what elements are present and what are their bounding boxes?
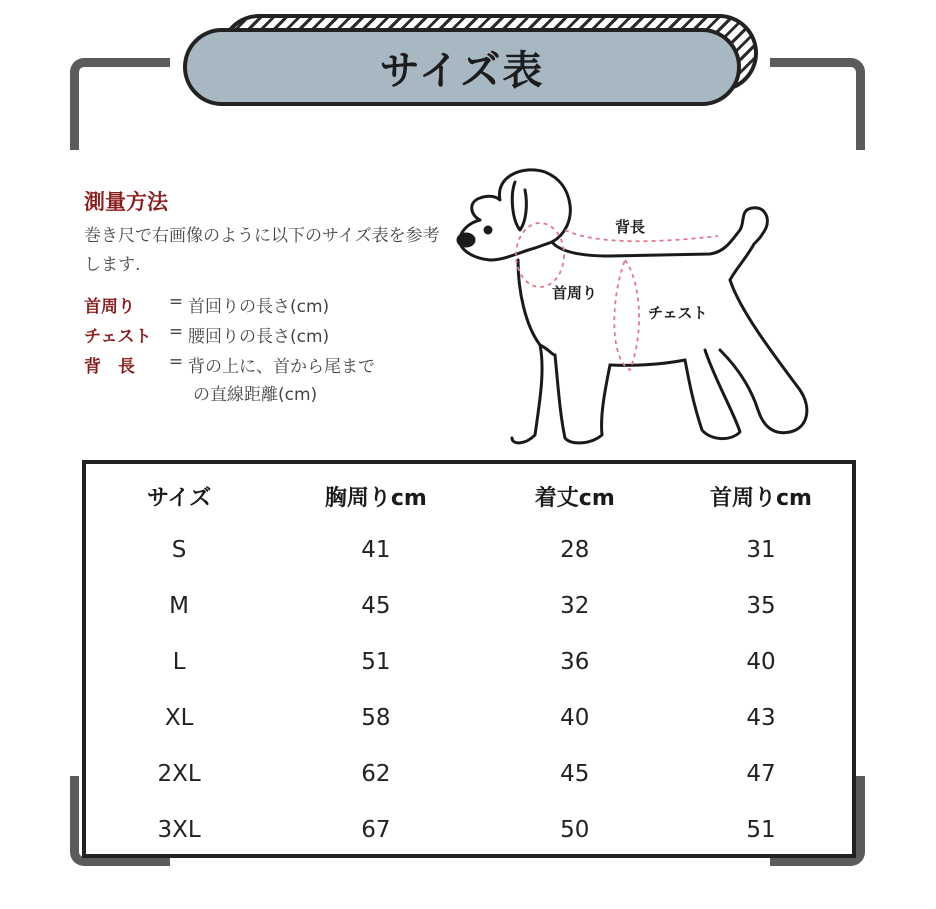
cell-neck: 31	[746, 537, 776, 563]
frame-corner-top-left	[70, 58, 170, 150]
definition-equals: =	[168, 322, 184, 342]
cell-size: L	[172, 649, 186, 675]
cell-length: 40	[560, 705, 590, 731]
cell-size: 2XL	[157, 761, 201, 787]
table-row	[86, 746, 852, 802]
dog-ear-outline	[512, 182, 526, 230]
cell-neck: 51	[746, 817, 776, 843]
dog-illustration	[440, 160, 840, 460]
table-row	[86, 578, 852, 634]
dog-rear-leg-outline	[720, 280, 807, 433]
cell-neck: 35	[746, 593, 776, 619]
cell-length: 28	[560, 537, 590, 563]
title-banner	[183, 28, 741, 106]
illustration-label-chest: チェスト	[648, 304, 708, 322]
definition-term: 背 長	[84, 357, 135, 377]
definition-continuation: の直線距離(cm)	[193, 385, 318, 405]
cell-size: M	[169, 593, 190, 619]
dog-front-leg-outline	[555, 355, 610, 443]
table-row	[86, 634, 852, 690]
illustration-label-neck: 首周り	[552, 284, 598, 302]
definition-value: 首回りの長さ(cm)	[188, 297, 330, 317]
cell-length: 32	[560, 593, 590, 619]
table-row	[86, 690, 852, 746]
measure-neck-loop	[516, 223, 564, 287]
definition-equals: =	[168, 292, 184, 312]
definition-value: 背の上に、首から尾まで	[188, 357, 375, 377]
method-description: 巻き尺で右画像のように以下のサイズ表を参考します.	[84, 226, 440, 275]
dog-belly-outline	[610, 360, 685, 365]
page-title: サイズ表	[379, 47, 545, 94]
cell-neck: 43	[746, 705, 776, 731]
frame-corner-top-right	[770, 58, 865, 150]
dog-eye	[485, 227, 491, 233]
cell-chest: 51	[361, 649, 391, 675]
method-heading: 測量方法	[84, 190, 168, 214]
cell-chest: 41	[361, 537, 391, 563]
cell-chest: 45	[361, 593, 391, 619]
definition-equals: =	[168, 352, 184, 372]
definition-chest	[84, 322, 329, 347]
cell-chest: 58	[361, 705, 391, 731]
header-length: 着丈cm	[534, 485, 615, 511]
cell-length: 50	[560, 817, 590, 843]
header-neck: 首周りcm	[710, 485, 812, 511]
dog-body-top-outline	[552, 208, 767, 280]
cell-length: 45	[560, 761, 590, 787]
cell-size: 3XL	[157, 817, 201, 843]
header-size: サイズ	[146, 485, 212, 511]
table-header-row	[86, 470, 852, 522]
illustration-label-back: 背長	[615, 218, 646, 236]
dog-nose	[458, 234, 474, 246]
table-row	[86, 522, 852, 578]
definition-back-length	[84, 352, 375, 377]
header-chest: 胸周りcm	[324, 485, 427, 511]
size-table	[86, 470, 852, 858]
cell-chest: 67	[361, 817, 391, 843]
definition-neck	[84, 292, 329, 317]
definition-term: チェスト	[84, 327, 152, 347]
cell-length: 36	[560, 649, 590, 675]
definition-value: 腰回りの長さ(cm)	[188, 327, 330, 347]
measure-chest-loop	[614, 260, 639, 370]
cell-chest: 62	[361, 761, 391, 787]
definition-term: 首周り	[84, 297, 135, 317]
cell-neck: 47	[746, 761, 776, 787]
dog-chest-outline	[512, 260, 542, 443]
cell-neck: 40	[746, 649, 776, 675]
table-row	[86, 802, 852, 858]
cell-size: S	[171, 537, 187, 563]
cell-size: XL	[164, 705, 194, 731]
